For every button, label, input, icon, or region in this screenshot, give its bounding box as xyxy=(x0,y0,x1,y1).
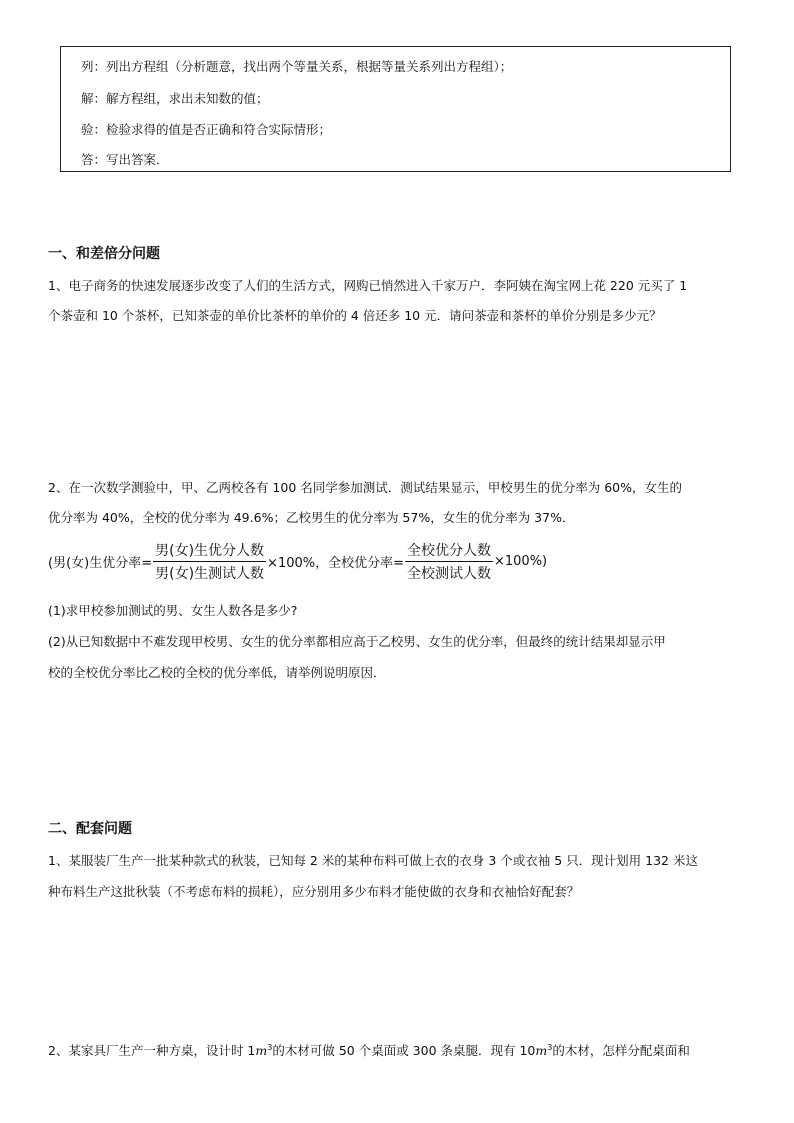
s2-q2-text-1: 2、某家具厂生产一种方桌，设计时 1 xyxy=(48,1043,256,1058)
section-title-matching: 二、配套问题 xyxy=(48,821,132,837)
q2-line1: 2、在一次数学测验中，甲、乙两校各有 100 名同学参加测试．测试结果显示，甲校男生的优分率为 60%，女生的 xyxy=(48,480,683,495)
rate-formula xyxy=(48,538,547,584)
s2-q2-text-3: 的木材，怎样分配桌面和 xyxy=(552,1043,690,1058)
s2-q1-line2: 种布料生产这批秋装（不考虑布料的损耗），应分别用多少布料才能使做的衣身和衣袖恰好配套？ xyxy=(48,884,580,899)
fraction-denominator-1: 男(女)生测试人数 xyxy=(155,565,265,582)
section-title-sum-difference: 一、和差倍分问题 xyxy=(48,246,160,262)
solution-steps-box xyxy=(60,46,731,172)
step-verify: 验：检验求得的值是否正确和符合实际情形； xyxy=(81,122,332,137)
s2-q2-text-2: 的木材可做 50 个桌面或 300 条桌腿．现有 10 xyxy=(272,1043,536,1058)
unit-m-1: m xyxy=(255,1043,268,1058)
exponent-2: 3 xyxy=(547,1042,553,1052)
step-answer: 答：写出答案． xyxy=(81,152,169,167)
fraction-gender-rate xyxy=(153,540,266,583)
formula-mult1: ×100%，全校优分率= xyxy=(267,555,404,571)
fraction-denominator-2: 全校测试人数 xyxy=(407,565,491,582)
q1-line1: 1、电子商务的快速发展逐步改变了人们的生活方式，网购已悄然进入千家万户．李阿姨在淘宝网上花 220 元买了 1 xyxy=(48,278,688,293)
q1-line2: 个茶壶和 10 个茶杯，已知茶壶的单价比茶杯的单价的 4 倍还多 10 元．请问茶壶和茶杯的单价分别是多少元？ xyxy=(48,308,662,323)
q2-sub2-line1: (2)从已知数据中不难发现甲校男、女生的优分率都相应高于乙校男、女生的优分率，但最终的统计结果却显示甲 xyxy=(48,634,666,649)
s2-q2-line1 xyxy=(48,1041,690,1059)
formula-mult2: ×100%) xyxy=(494,553,548,569)
unit-m-2: m xyxy=(535,1043,548,1058)
q2-line2: 优分率为 40%，全校的优分率为 49.6%；乙校男生的优分率为 57%，女生的优分率为 37%． xyxy=(48,510,575,525)
step-list-equations: 列：列出方程组（分析题意，找出两个等量关系，根据等量关系列出方程组）； xyxy=(81,59,513,74)
s2-q1-line1: 1、某服装厂生产一批某种款式的秋装，已知每 2 米的某种布料可做上衣的衣身 3 个或衣袖 5 只．现计划用 132 米这 xyxy=(48,853,698,868)
step-solve: 解：解方程组，求出未知数的值； xyxy=(81,91,269,106)
fraction-school-rate xyxy=(405,540,493,583)
formula-lhs1: (男(女)生优分率= xyxy=(48,555,153,571)
fraction-numerator-1: 男(女)生优分人数 xyxy=(153,540,266,562)
q2-sub1: (1)求甲校参加测试的男、女生人数各是多少? xyxy=(48,603,298,618)
exponent-1: 3 xyxy=(267,1042,273,1052)
fraction-numerator-2: 全校优分人数 xyxy=(405,540,493,562)
q2-sub2-line2: 校的全校优分率比乙校的全校的优分率低，请举例说明原因． xyxy=(48,665,386,680)
